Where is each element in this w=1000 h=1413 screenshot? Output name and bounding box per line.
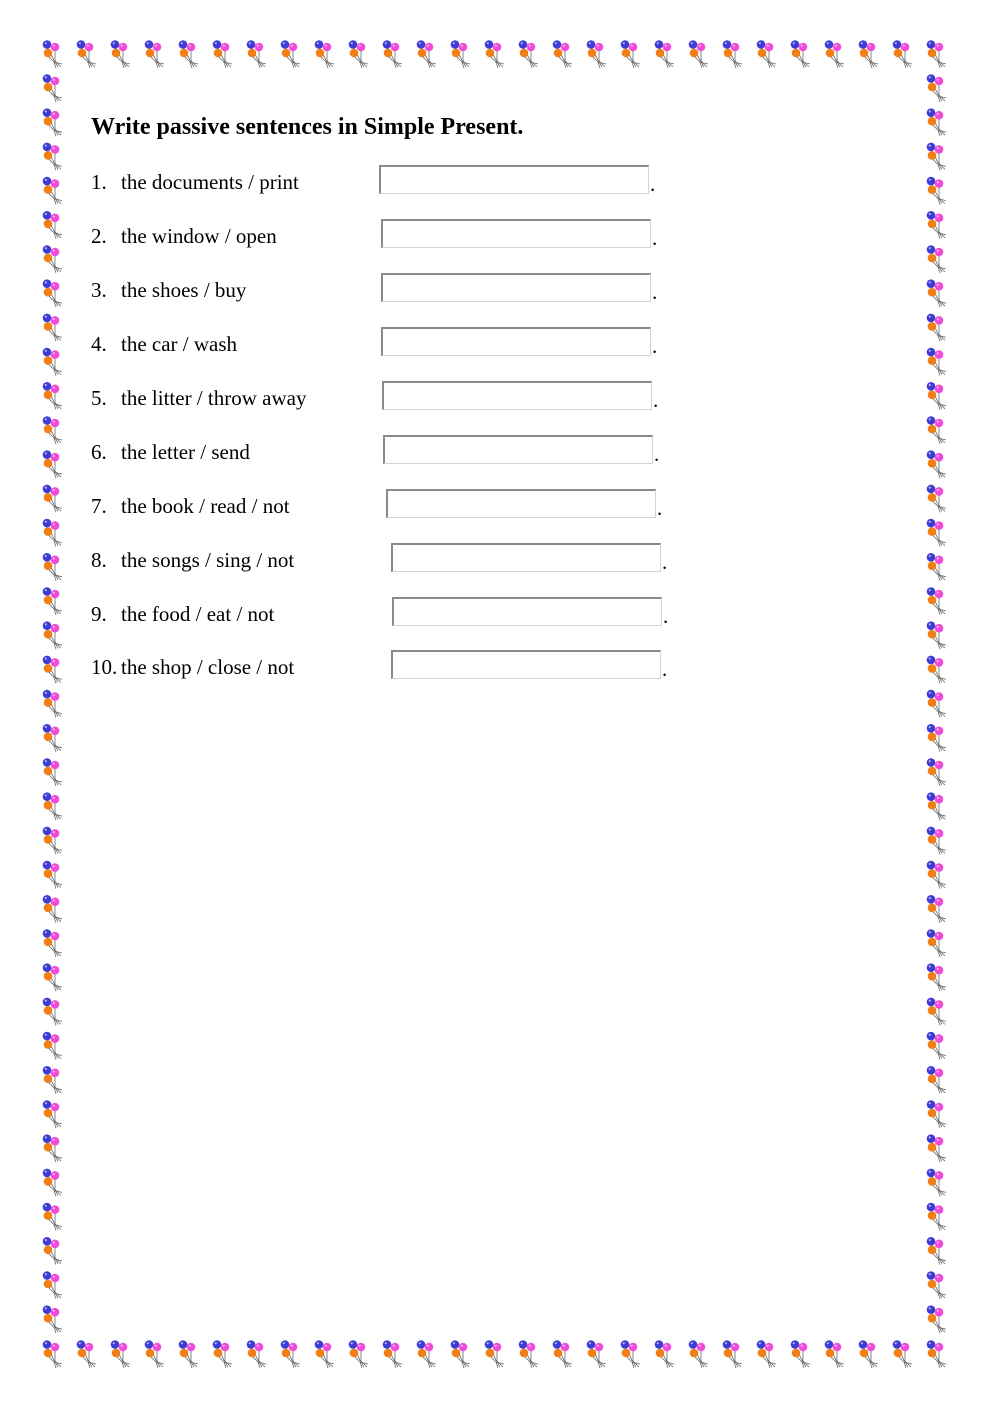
item-number: 2. <box>91 224 107 248</box>
balloon-cluster-icon <box>43 40 62 68</box>
balloon-cluster-icon <box>927 827 946 855</box>
balloon-cluster-icon <box>927 758 946 786</box>
sentence-end: . <box>652 334 658 358</box>
sentence-end: . <box>653 388 659 412</box>
item-prompt: the food / eat / not <box>121 602 275 626</box>
answer-input-9[interactable] <box>392 597 662 626</box>
item-number: 8. <box>91 548 107 572</box>
balloon-cluster-icon <box>43 963 62 991</box>
balloon-cluster-icon <box>43 895 62 923</box>
exercise-item-4 <box>91 329 691 359</box>
balloon-cluster-icon <box>689 1340 708 1368</box>
item-prompt: the shoes / buy <box>121 278 247 302</box>
worksheet-title: Write passive sentences in Simple Present. <box>91 114 524 140</box>
balloon-cluster-icon <box>587 1340 606 1368</box>
balloon-cluster-icon <box>655 40 674 68</box>
balloon-cluster-icon <box>927 895 946 923</box>
answer-input-7[interactable] <box>386 489 656 518</box>
balloon-cluster-icon <box>43 1066 62 1094</box>
balloon-cluster-icon <box>451 1340 470 1368</box>
balloon-cluster-icon <box>43 450 62 478</box>
balloon-cluster-icon <box>315 1340 334 1368</box>
balloon-cluster-icon <box>927 108 946 136</box>
balloon-cluster-icon <box>655 1340 674 1368</box>
balloon-cluster-icon <box>43 929 62 957</box>
balloon-cluster-icon <box>417 40 436 68</box>
item-number: 1. <box>91 170 107 194</box>
balloon-cluster-icon <box>825 40 844 68</box>
balloon-cluster-icon <box>791 1340 810 1368</box>
balloon-cluster-icon <box>859 1340 878 1368</box>
answer-input-10[interactable] <box>391 650 661 679</box>
sentence-end: . <box>662 550 668 574</box>
balloon-cluster-icon <box>111 1340 130 1368</box>
exercise-item-3 <box>91 275 691 305</box>
balloon-cluster-icon <box>213 1340 232 1368</box>
balloon-cluster-icon <box>927 245 946 273</box>
balloon-cluster-icon <box>927 621 946 649</box>
balloon-cluster-icon <box>43 724 62 752</box>
balloon-cluster-icon <box>43 245 62 273</box>
balloon-cluster-icon <box>43 827 62 855</box>
answer-input-3[interactable] <box>381 273 651 302</box>
balloon-cluster-icon <box>927 1340 946 1368</box>
answer-input-5[interactable] <box>382 381 652 410</box>
balloon-cluster-icon <box>43 314 62 342</box>
balloon-cluster-icon <box>757 1340 776 1368</box>
balloon-cluster-icon <box>43 656 62 684</box>
exercise-item-7 <box>91 491 691 521</box>
balloon-cluster-icon <box>553 1340 572 1368</box>
exercise-item-6 <box>91 437 691 467</box>
item-number: 3. <box>91 278 107 302</box>
balloon-cluster-icon <box>43 690 62 718</box>
balloon-cluster-icon <box>349 40 368 68</box>
item-number: 4. <box>91 332 107 356</box>
balloon-cluster-icon <box>927 1100 946 1128</box>
balloon-cluster-icon <box>43 1237 62 1265</box>
balloon-cluster-icon <box>43 416 62 444</box>
balloon-cluster-icon <box>281 1340 300 1368</box>
balloon-cluster-icon <box>43 1203 62 1231</box>
answer-input-4[interactable] <box>381 327 651 356</box>
exercise-item-9 <box>91 599 691 629</box>
balloon-cluster-icon <box>927 382 946 410</box>
sentence-end: . <box>657 496 663 520</box>
balloon-cluster-icon <box>43 1032 62 1060</box>
item-number: 5. <box>91 386 107 410</box>
balloon-cluster-icon <box>927 40 946 68</box>
balloon-cluster-icon <box>43 485 62 513</box>
balloon-cluster-icon <box>247 40 266 68</box>
balloon-cluster-icon <box>281 40 300 68</box>
border-bottom <box>43 1340 946 1368</box>
balloon-cluster-icon <box>519 40 538 68</box>
balloon-cluster-icon <box>43 211 62 239</box>
balloon-cluster-icon <box>927 314 946 342</box>
balloon-cluster-icon <box>43 1305 62 1333</box>
item-prompt: the documents / print <box>121 170 299 194</box>
balloon-cluster-icon <box>723 40 742 68</box>
border-top <box>43 40 946 68</box>
balloon-cluster-icon <box>77 40 96 68</box>
balloon-cluster-icon <box>927 143 946 171</box>
balloon-cluster-icon <box>213 40 232 68</box>
item-number: 10. <box>91 655 118 679</box>
answer-input-6[interactable] <box>383 435 653 464</box>
balloon-cluster-icon <box>43 758 62 786</box>
balloon-cluster-icon <box>43 108 62 136</box>
balloon-cluster-icon <box>43 861 62 889</box>
item-number: 6. <box>91 440 107 464</box>
balloon-cluster-icon <box>927 416 946 444</box>
balloon-cluster-icon <box>417 1340 436 1368</box>
balloon-cluster-icon <box>927 792 946 820</box>
balloon-cluster-icon <box>349 1340 368 1368</box>
balloon-cluster-icon <box>43 279 62 307</box>
balloon-cluster-icon <box>927 279 946 307</box>
balloon-cluster-icon <box>927 211 946 239</box>
balloon-cluster-icon <box>927 450 946 478</box>
balloon-cluster-icon <box>43 74 62 102</box>
balloon-cluster-icon <box>927 177 946 205</box>
balloon-cluster-icon <box>315 40 334 68</box>
balloon-cluster-icon <box>179 40 198 68</box>
balloon-cluster-icon <box>587 40 606 68</box>
balloon-cluster-icon <box>927 1271 946 1299</box>
balloon-cluster-icon <box>927 1032 946 1060</box>
balloon-cluster-icon <box>927 1169 946 1197</box>
balloon-cluster-icon <box>927 690 946 718</box>
balloon-cluster-icon <box>43 519 62 547</box>
balloon-cluster-icon <box>927 1203 946 1231</box>
balloon-cluster-icon <box>927 587 946 615</box>
balloon-cluster-icon <box>927 998 946 1026</box>
balloon-cluster-icon <box>927 1066 946 1094</box>
balloon-cluster-icon <box>43 587 62 615</box>
item-prompt: the letter / send <box>121 440 250 464</box>
item-prompt: the shop / close / not <box>121 655 295 679</box>
balloon-cluster-icon <box>825 1340 844 1368</box>
balloon-cluster-icon <box>519 1340 538 1368</box>
balloon-cluster-icon <box>927 929 946 957</box>
balloon-cluster-icon <box>621 40 640 68</box>
balloon-cluster-icon <box>43 1134 62 1162</box>
balloon-cluster-icon <box>43 177 62 205</box>
balloon-cluster-icon <box>859 40 878 68</box>
balloon-cluster-icon <box>723 1340 742 1368</box>
balloon-cluster-icon <box>43 1271 62 1299</box>
balloon-cluster-icon <box>451 40 470 68</box>
balloon-cluster-icon <box>621 1340 640 1368</box>
balloon-cluster-icon <box>111 40 130 68</box>
balloon-cluster-icon <box>43 1100 62 1128</box>
balloon-cluster-icon <box>927 485 946 513</box>
balloon-cluster-icon <box>689 40 708 68</box>
balloon-cluster-icon <box>43 621 62 649</box>
balloon-cluster-icon <box>927 1134 946 1162</box>
balloon-cluster-icon <box>927 1305 946 1333</box>
balloon-cluster-icon <box>43 348 62 376</box>
balloon-cluster-icon <box>893 1340 912 1368</box>
balloon-cluster-icon <box>43 553 62 581</box>
balloon-cluster-icon <box>43 382 62 410</box>
balloon-cluster-icon <box>43 1169 62 1197</box>
exercise-item-10 <box>91 652 691 682</box>
balloon-cluster-icon <box>893 40 912 68</box>
balloon-cluster-icon <box>927 74 946 102</box>
balloon-cluster-icon <box>43 143 62 171</box>
border-right <box>927 74 946 1333</box>
sentence-end: . <box>652 226 658 250</box>
item-number: 7. <box>91 494 107 518</box>
exercise-item-8 <box>91 545 691 575</box>
balloon-cluster-icon <box>791 40 810 68</box>
balloon-cluster-icon <box>485 40 504 68</box>
balloon-cluster-icon <box>757 40 776 68</box>
balloon-cluster-icon <box>145 1340 164 1368</box>
balloon-cluster-icon <box>43 1340 62 1368</box>
balloon-cluster-icon <box>77 1340 96 1368</box>
sentence-end: . <box>652 280 658 304</box>
item-prompt: the book / read / not <box>121 494 290 518</box>
item-prompt: the window / open <box>121 224 277 248</box>
balloon-cluster-icon <box>927 656 946 684</box>
balloon-cluster-icon <box>927 1237 946 1265</box>
border-left <box>43 74 62 1333</box>
balloon-cluster-icon <box>43 792 62 820</box>
balloon-cluster-icon <box>927 861 946 889</box>
answer-input-2[interactable] <box>381 219 651 248</box>
balloon-cluster-icon <box>485 1340 504 1368</box>
balloon-cluster-icon <box>179 1340 198 1368</box>
balloon-cluster-icon <box>927 724 946 752</box>
balloon-cluster-icon <box>247 1340 266 1368</box>
item-prompt: the car / wash <box>121 332 238 356</box>
exercise-item-5 <box>91 383 691 413</box>
item-number: 9. <box>91 602 107 626</box>
exercise-item-1 <box>91 167 691 197</box>
balloon-cluster-icon <box>43 998 62 1026</box>
balloon-cluster-icon <box>383 1340 402 1368</box>
balloon-cluster-icon <box>383 40 402 68</box>
answer-input-8[interactable] <box>391 543 661 572</box>
sentence-end: . <box>654 442 660 466</box>
sentence-end: . <box>663 604 669 628</box>
sentence-end: . <box>662 657 668 681</box>
answer-input-1[interactable] <box>379 165 649 194</box>
balloon-cluster-icon <box>927 553 946 581</box>
sentence-end: . <box>650 172 656 196</box>
balloon-cluster-icon <box>553 40 572 68</box>
balloon-cluster-icon <box>927 348 946 376</box>
balloon-cluster-icon <box>145 40 164 68</box>
balloon-cluster-icon <box>927 963 946 991</box>
item-prompt: the songs / sing / not <box>121 548 295 572</box>
item-prompt: the litter / throw away <box>121 386 307 410</box>
balloon-cluster-icon <box>927 519 946 547</box>
exercise-item-2 <box>91 221 691 251</box>
